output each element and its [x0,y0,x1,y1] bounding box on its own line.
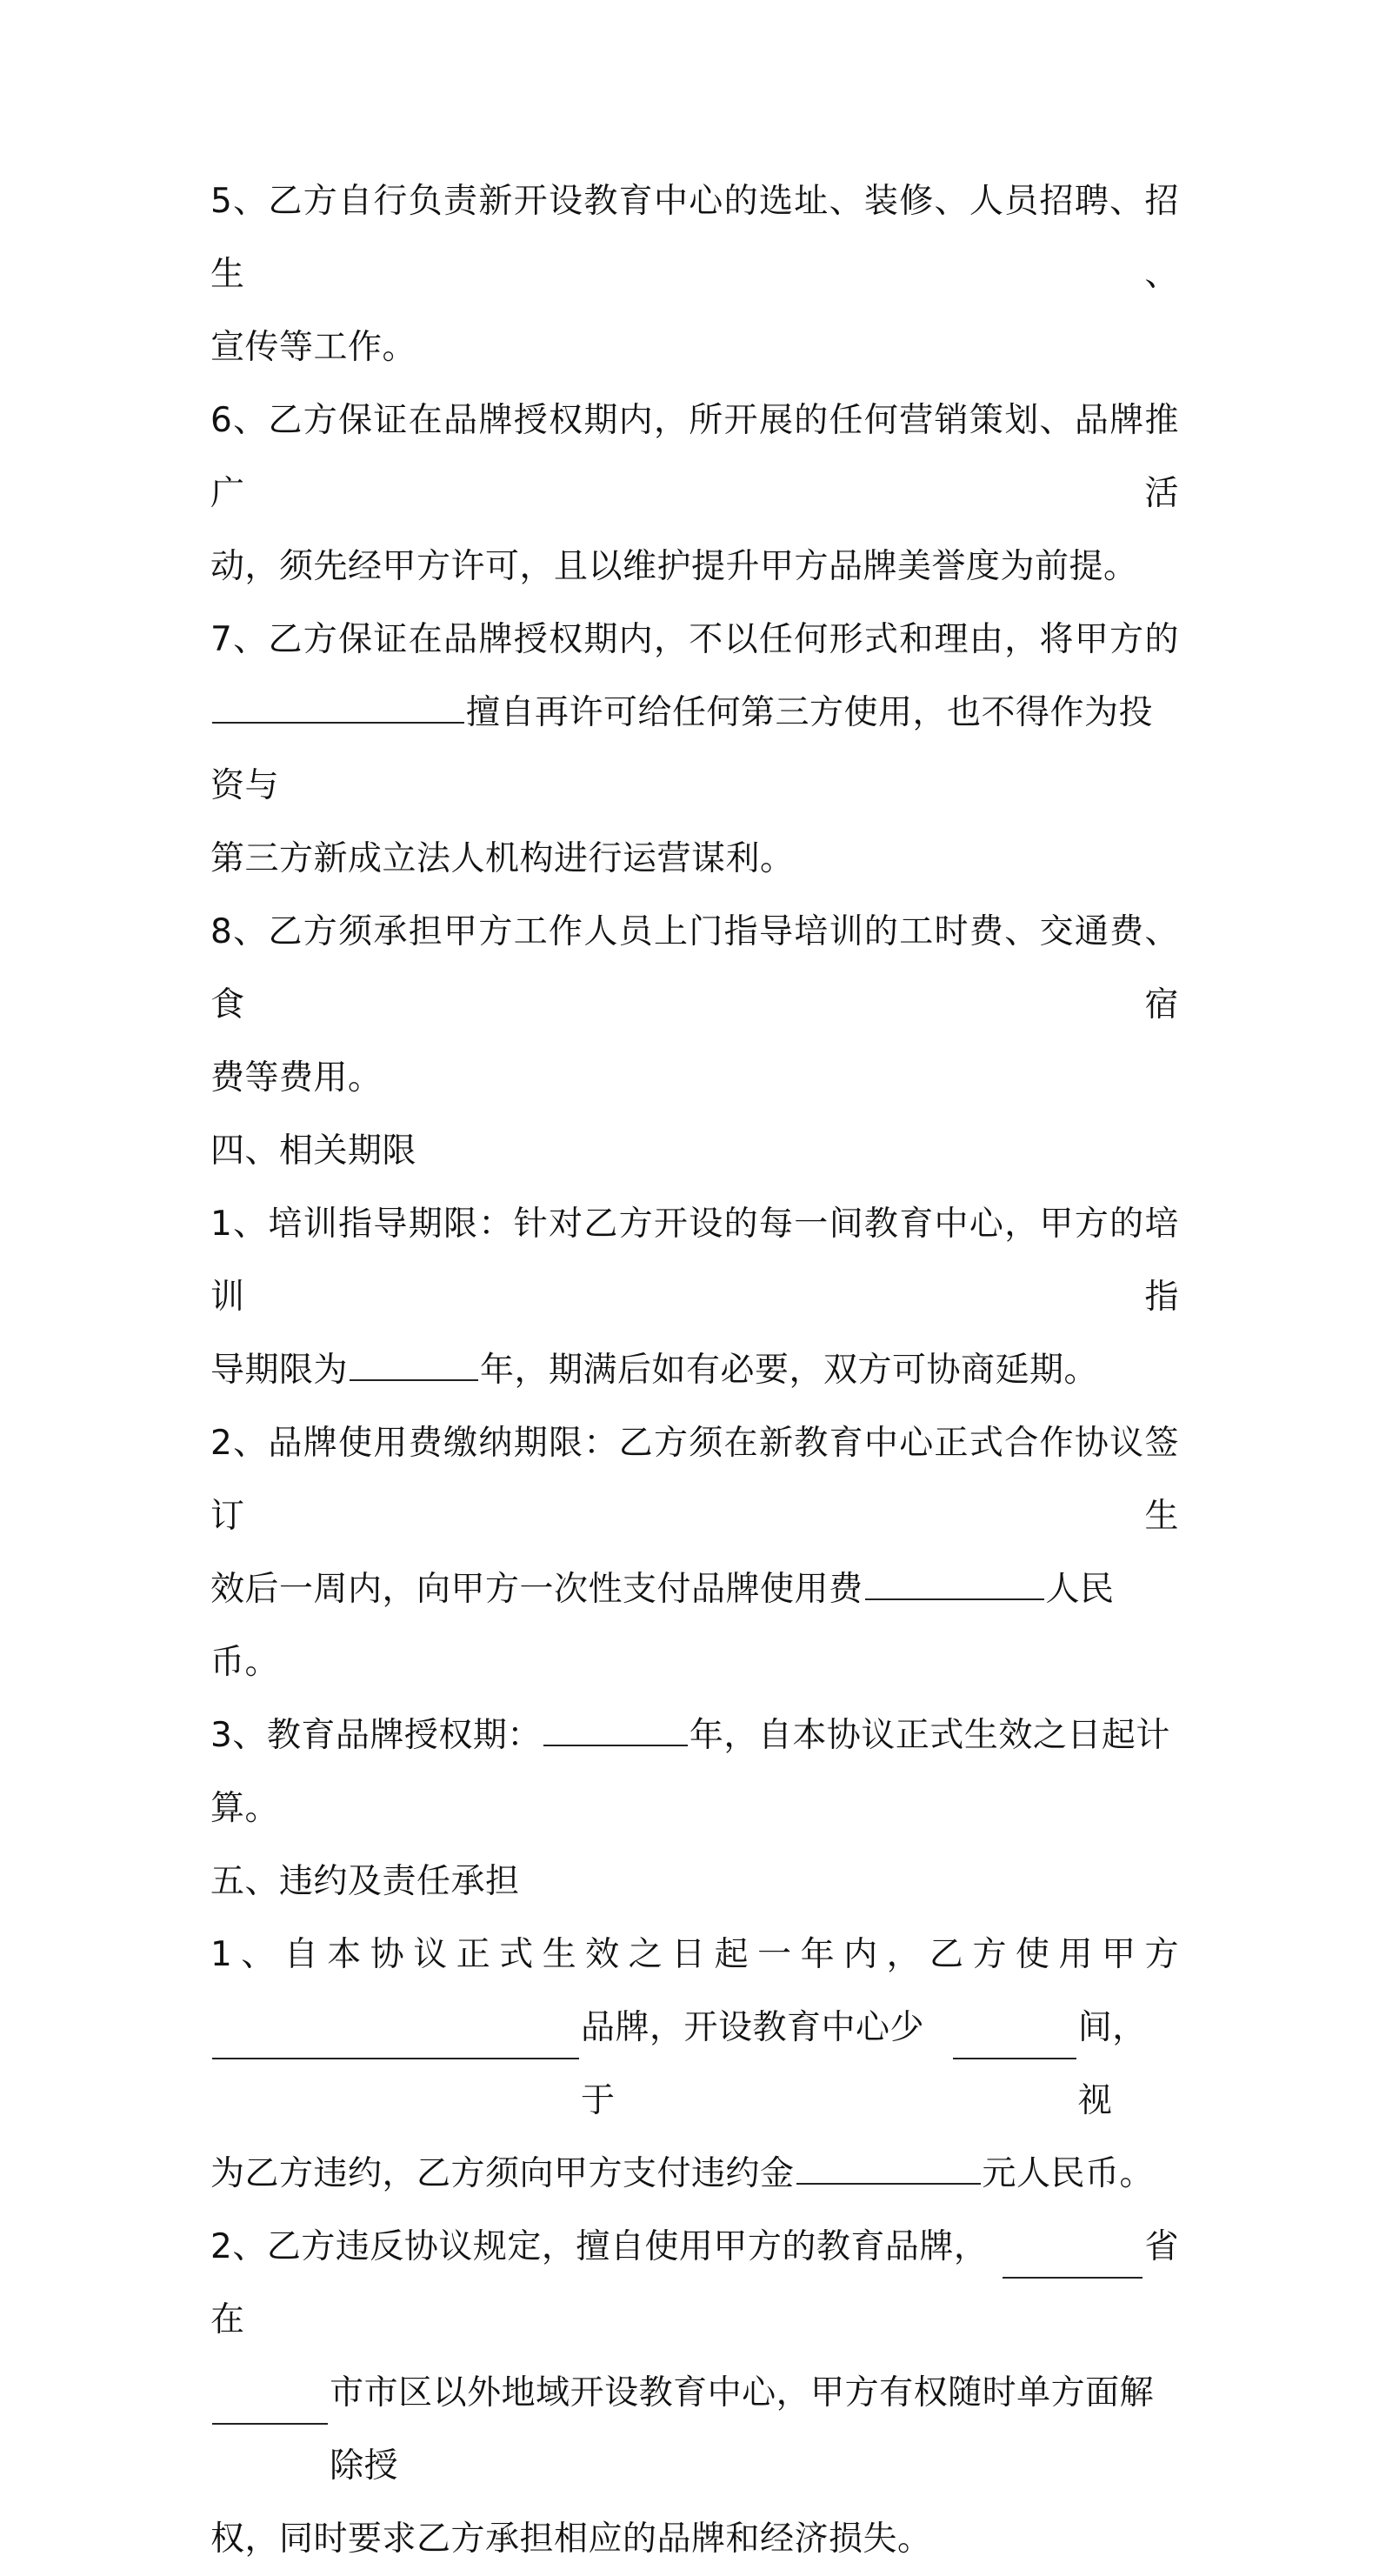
fill-blank-city[interactable] [212,2393,328,2425]
clause-5-2-line-3: 权，同时要求乙方承担相应的品牌和经济损失。 [210,2519,932,2559]
clause-3-8-line-2: 费等费用。 [210,1058,383,1098]
clause-4-2-line-2-prefix: 效后一周内，向甲方一次性支付品牌使用费 [210,1570,863,1609]
clause-4-1-line-2-prefix: 导期限为 [210,1351,349,1390]
clause-4-2-line-2-suffix: 人民币。 [210,1570,1115,1682]
clause-3-7-line-1: 7、乙方保证在品牌授权期内，不以任何形式和理由，将甲方的 [210,620,1179,659]
fill-blank-license-years[interactable] [543,1715,688,1746]
section-4-heading: 四、相关期限 [210,1131,417,1171]
clause-5-2-line-1-prefix: 2、乙方违反协议规定，擅自使用甲方的教育品牌，在 [210,2227,989,2339]
clause-3-6-line-1: 6、乙方保证在品牌授权期内，所开展的任何营销策划、品牌推广活 [210,401,1179,513]
clause-3-6-line-2: 动，须先经甲方许可，且以维护提升甲方品牌美誉度为前提。 [210,547,1138,586]
clause-5-1-line-3-prefix: 为乙方违约，乙方须向甲方支付违约金 [210,2154,795,2193]
clause-3-5-line-2: 宣传等工作。 [210,328,417,367]
clause-5-1-line-2 [210,1992,1179,2138]
fill-blank-province[interactable] [1003,2247,1143,2279]
clause-5-1-line-2-mid: 品牌，开设教育中心少于 [580,2008,924,2120]
clause-5-2-line-2-text: 市市区以外地域开设教育中心，甲方有权随时单方面解除授 [330,2373,1155,2486]
fill-blank-licensed-item[interactable] [212,692,464,724]
fill-blank-penalty-amount[interactable] [796,2153,981,2185]
section-5-heading: 五、违约及责任承担 [210,1862,520,1901]
clause-5-1-line-1: 1、自本协议正式生效之日起一年内，乙方使用甲方 [210,1935,1179,1974]
clause-5-1-line-3 [210,2138,1179,2211]
clause-4-3-suffix: 年，自本协议正式生效之日起计算。 [210,1716,1170,1828]
fill-blank-brand-name[interactable] [212,2028,579,2059]
fill-blank-brand-fee[interactable] [865,1569,1044,1600]
fill-blank-training-years[interactable] [350,1350,478,1381]
clause-3-7-line-3: 第三方新成立法人机构进行运营谋利。 [210,839,795,878]
clause-5-2-line-1 [210,2211,1179,2357]
clause-3-8-line-1: 8、乙方须承担甲方工作人员上门指导培训的工时费、交通费、食宿 [210,912,1179,1024]
clause-5-2-line-2 [210,2357,1179,2503]
clause-3-5-line-1: 5、乙方自行负责新开设教育中心的选址、装修、人员招聘、招生、 [210,182,1179,294]
document-body [210,165,1179,2576]
clause-4-1-line-1: 1、培训指导期限：针对乙方开设的每一间教育中心，甲方的培训指 [210,1205,1179,1317]
clause-5-2-line-1-suffix: 省 [1144,2227,1179,2266]
fill-blank-center-count[interactable] [953,2028,1076,2059]
clause-4-2-line-2 [210,1553,1179,1699]
clause-3-7-line-2-text: 擅自再许可给任何第三方使用，也不得作为投资与 [210,693,1154,805]
clause-4-1-line-2-suffix: 年，期满后如有必要，双方可协商延期。 [480,1351,1099,1390]
clause-4-3-prefix: 3、教育品牌授权期： [210,1716,542,1755]
clause-5-1-line-3-suffix: 元人民币。 [982,2154,1155,2193]
clause-4-2-line-1: 2、品牌使用费缴纳期限：乙方须在新教育中心正式合作协议签订生 [210,1424,1179,1536]
clause-4-1-line-2 [210,1334,1179,1407]
clause-5-1-line-2-end: 间，视 [1077,2008,1147,2120]
clause-3-7-line-2 [210,677,1179,823]
clause-4-3 [210,1699,1179,1845]
